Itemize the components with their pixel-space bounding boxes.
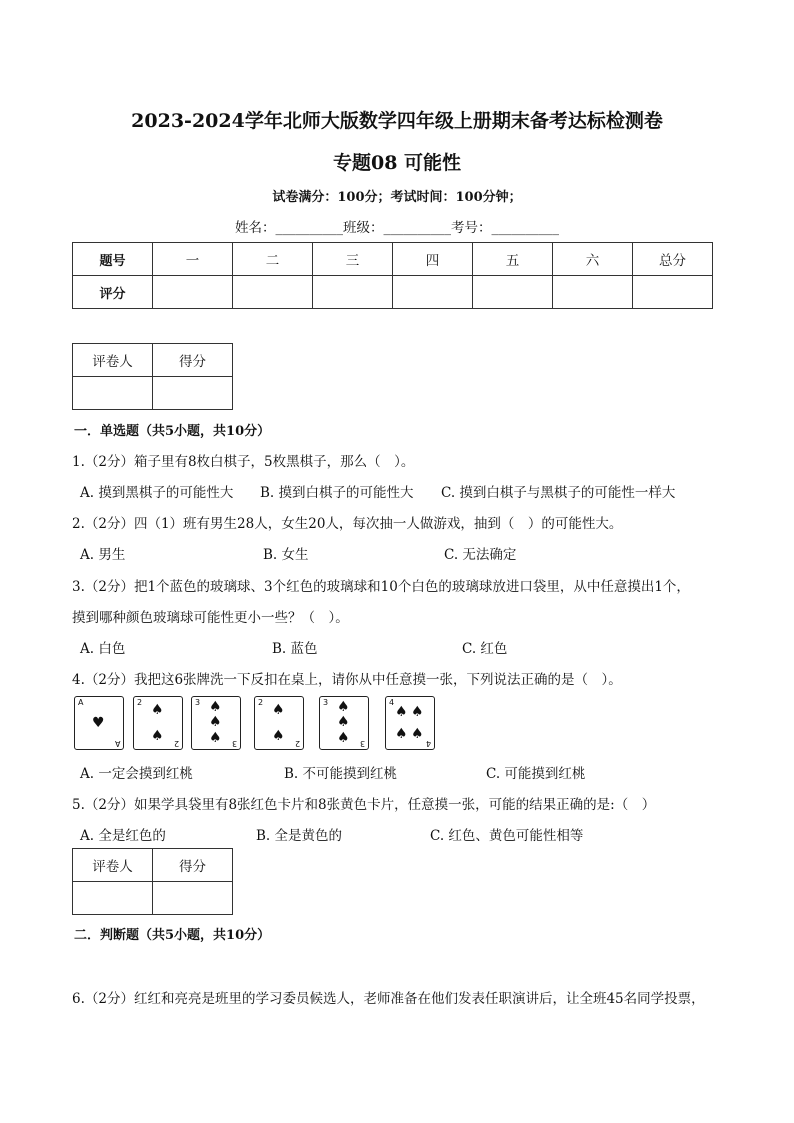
- playing-card: [74, 696, 124, 750]
- score-cell: [633, 276, 713, 309]
- q1-option-b: B. 摸到白棋子的可能性大: [260, 485, 414, 501]
- spade-icon: ♠: [411, 726, 424, 742]
- card-rank: 2: [137, 698, 143, 707]
- card-rank: 3: [359, 739, 365, 748]
- card-rank: 3: [323, 698, 329, 707]
- card-rank: 3: [231, 739, 237, 748]
- score-table-score-row: [73, 276, 713, 309]
- spade-icon: ♠: [209, 714, 222, 730]
- spade-icon: ♠: [272, 702, 285, 718]
- card-rank: 2: [173, 739, 179, 748]
- score-table-col: 总分: [633, 243, 713, 276]
- score-cell: [153, 882, 233, 915]
- grader-box-2: [72, 848, 233, 915]
- score-cell: [153, 276, 233, 309]
- score-table-col: 二: [233, 243, 313, 276]
- question-1: 1.（2分）箱子里有8枚白棋子，5枚黑棋子，那么（ ）。: [72, 454, 415, 470]
- q4-option-c: C. 可能摸到红桃: [486, 766, 586, 782]
- card-rank: 2: [258, 698, 264, 707]
- card-rank: A: [114, 739, 120, 748]
- score-cell: [153, 377, 233, 410]
- question-4: 4.（2分）我把这6张牌洗一下反扣在桌上，请你从中任意摸一张，下列说法正确的是（ ）。: [72, 672, 622, 688]
- q2-option-a: A. 男生: [80, 547, 126, 563]
- student-info-line: 姓名：__________班级：__________考号：__________: [235, 220, 559, 236]
- grader-label: 评卷人: [73, 344, 153, 377]
- spade-icon: ♠: [337, 730, 350, 746]
- spade-icon: ♠: [151, 728, 164, 744]
- q5-option-c: C. 红色、黄色可能性相等: [430, 828, 584, 844]
- score-table-col: 一: [153, 243, 233, 276]
- section-heading: 二．判断题（共5小题，共10分）: [74, 928, 271, 943]
- card-rank: 4: [389, 698, 395, 707]
- q5-option-b: B. 全是黄色的: [256, 828, 343, 844]
- question-2: 2.（2分）四（1）班有男生28人，女生20人，每次抽一人做游戏，抽到（ ）的可能性大。: [72, 516, 623, 532]
- q2-option-b: B. 女生: [263, 547, 309, 563]
- score-cell: [553, 276, 633, 309]
- section-heading: 一．单选题（共5小题，共10分）: [74, 424, 271, 439]
- grader-box-1: [72, 343, 233, 410]
- q4-option-a: A. 一定会摸到红桃: [80, 766, 193, 782]
- spade-icon: ♠: [395, 726, 408, 742]
- score-table-label: 题号: [73, 243, 153, 276]
- card-rank: 2: [294, 739, 300, 748]
- score-table-header-row: [73, 243, 713, 276]
- q3-option-c: C. 红色: [462, 641, 508, 657]
- score-label: 得分: [153, 849, 233, 882]
- playing-card: [133, 696, 183, 750]
- heart-icon: ♥: [92, 715, 105, 731]
- score-table-col: 三: [313, 243, 393, 276]
- question-6: 6.（2分）红红和亮亮是班里的学习委员候选人，老师准备在他们发表任职演讲后，让全班45名同学投票，: [72, 991, 705, 1007]
- spade-icon: ♠: [209, 699, 222, 715]
- score-table-col: 六: [553, 243, 633, 276]
- spade-icon: ♠: [209, 730, 222, 746]
- q3-option-a: A. 白色: [80, 641, 126, 657]
- grader-cell: [73, 377, 153, 410]
- exam-subtitle: 专题08 可能性: [332, 152, 462, 174]
- q1-option-a: A. 摸到黑棋子的可能性大: [80, 485, 234, 501]
- exam-title: 2023-2024学年北师大版数学四年级上册期末备考达标检测卷: [131, 110, 663, 132]
- spade-icon: ♠: [411, 704, 424, 720]
- question-5: 5.（2分）如果学具袋里有8张红色卡片和8张黄色卡片，任意摸一张，可能的结果正确的是:（ ）: [72, 797, 656, 813]
- score-table-col: 四: [393, 243, 473, 276]
- playing-card: [191, 696, 241, 750]
- spade-icon: ♠: [272, 728, 285, 744]
- card-rank: 3: [195, 698, 201, 707]
- q5-option-a: A. 全是红色的: [80, 828, 166, 844]
- playing-card: [254, 696, 304, 750]
- question-3: 3.（2分）把1个蓝色的玻璃球、3个红色的玻璃球和10个白色的玻璃球放进口袋里，从中任意摸出1个，: [72, 579, 690, 595]
- score-cell: [313, 276, 393, 309]
- q1-option-c: C. 摸到白棋子与黑棋子的可能性一样大: [441, 485, 676, 501]
- grader-label: 评卷人: [73, 849, 153, 882]
- q4-option-b: B. 不可能摸到红桃: [284, 766, 398, 782]
- spade-icon: ♠: [337, 714, 350, 730]
- score-table: [72, 242, 713, 309]
- score-table-col: 五: [473, 243, 553, 276]
- question-3-cont: 摸到哪种颜色玻璃球可能性更小一些？（ ）。: [72, 610, 349, 626]
- playing-card: [385, 696, 435, 750]
- spade-icon: ♠: [337, 699, 350, 715]
- card-rank: A: [78, 698, 84, 707]
- playing-card: [319, 696, 369, 750]
- grader-cell: [73, 882, 153, 915]
- q3-option-b: B. 蓝色: [272, 641, 318, 657]
- score-cell: [473, 276, 553, 309]
- spade-icon: ♠: [395, 704, 408, 720]
- score-table-label: 评分: [73, 276, 153, 309]
- spade-icon: ♠: [151, 702, 164, 718]
- exam-info: 试卷满分：100分；考试时间：100分钟；: [272, 190, 522, 205]
- q2-option-c: C. 无法确定: [444, 547, 517, 563]
- score-label: 得分: [153, 344, 233, 377]
- score-cell: [393, 276, 473, 309]
- card-rank: 4: [425, 739, 431, 748]
- score-cell: [233, 276, 313, 309]
